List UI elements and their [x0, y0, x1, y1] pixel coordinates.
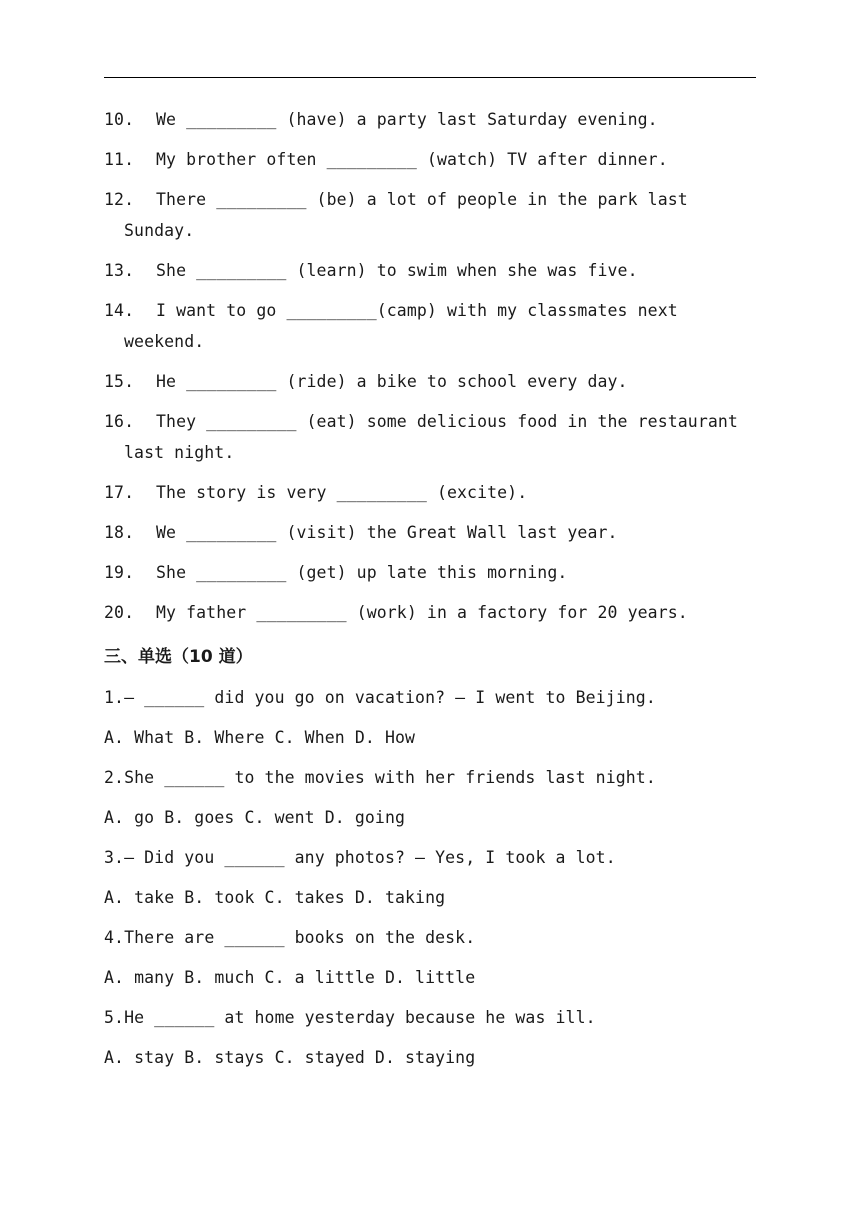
header-rule [104, 77, 756, 78]
question-text: She _________ (learn) to swim when she was five. [156, 261, 638, 280]
question-item [104, 406, 756, 468]
question-number: 11. [104, 150, 135, 169]
question-text: She _________ (get) up late this morning. [156, 563, 568, 582]
question-number: 12. [104, 190, 135, 209]
question-line [104, 597, 756, 628]
question-item [104, 255, 756, 286]
mc-options: A. stay B. stays C. stayed D. staying [104, 1048, 476, 1067]
question-item [104, 184, 756, 246]
question-item [104, 295, 756, 357]
question-line [104, 477, 756, 508]
question-line [104, 557, 756, 588]
mc-question: 1.— ______ did you go on vacation? — I went to Beijing. [104, 688, 656, 707]
question-item [104, 144, 756, 175]
question-number: 14. [104, 301, 135, 320]
question-text: We _________ (visit) the Great Wall last year. [156, 523, 618, 542]
question-continuation: last night. [124, 443, 235, 462]
question-text: The story is very _________ (excite). [156, 483, 528, 502]
mc-options: A. many B. much C. a little D. little [104, 968, 476, 987]
question-number: 13. [104, 261, 135, 280]
question-text: He _________ (ride) a bike to school every day. [156, 372, 628, 391]
question-number: 10. [104, 110, 135, 129]
mc-options: A. go B. goes C. went D. going [104, 808, 406, 827]
question-item [104, 557, 756, 588]
question-number: 15. [104, 372, 135, 391]
question-text: There _________ (be) a lot of people in the park last [156, 190, 688, 209]
question-line [104, 144, 756, 175]
question-item [104, 366, 756, 397]
question-continuation: weekend. [124, 332, 205, 351]
question-text: My father _________ (work) in a factory for 20 years. [156, 603, 688, 622]
question-number: 19. [104, 563, 135, 582]
worksheet-body [104, 104, 756, 1082]
question-line [104, 406, 756, 437]
mc-question: 2.She ______ to the movies with her friends last night. [104, 768, 656, 787]
question-line [104, 255, 756, 286]
mc-question: 5.He ______ at home yesterday because he was ill. [104, 1008, 596, 1027]
question-number: 17. [104, 483, 135, 502]
question-item [104, 477, 756, 508]
mc-options: A. take B. took C. takes D. taking [104, 888, 446, 907]
question-text: I want to go _________(camp) with my classmates next [156, 301, 678, 320]
question-item [104, 104, 756, 135]
question-line [104, 184, 756, 215]
question-item [104, 517, 756, 548]
question-text: My brother often _________ (watch) TV after dinner. [156, 150, 668, 169]
fill-in-blank-list [104, 104, 756, 628]
mc-question: 3.— Did you ______ any photos? — Yes, I took a lot. [104, 848, 616, 867]
question-item [104, 597, 756, 628]
question-continuation: Sunday. [124, 221, 195, 240]
multiple-choice-list [104, 682, 756, 1073]
question-text: They _________ (eat) some delicious food in the restaurant [156, 412, 738, 431]
question-number: 16. [104, 412, 135, 431]
question-number: 18. [104, 523, 135, 542]
mc-options: A. What B. Where C. When D. How [104, 728, 416, 747]
question-text: We _________ (have) a party last Saturday evening. [156, 110, 658, 129]
question-line [104, 366, 756, 397]
question-line [104, 517, 756, 548]
question-line [104, 295, 756, 326]
mc-question: 4.There are ______ books on the desk. [104, 928, 476, 947]
section-title: 三、单选（10 道） [104, 647, 253, 667]
question-number: 20. [104, 603, 135, 622]
question-line [104, 104, 756, 135]
